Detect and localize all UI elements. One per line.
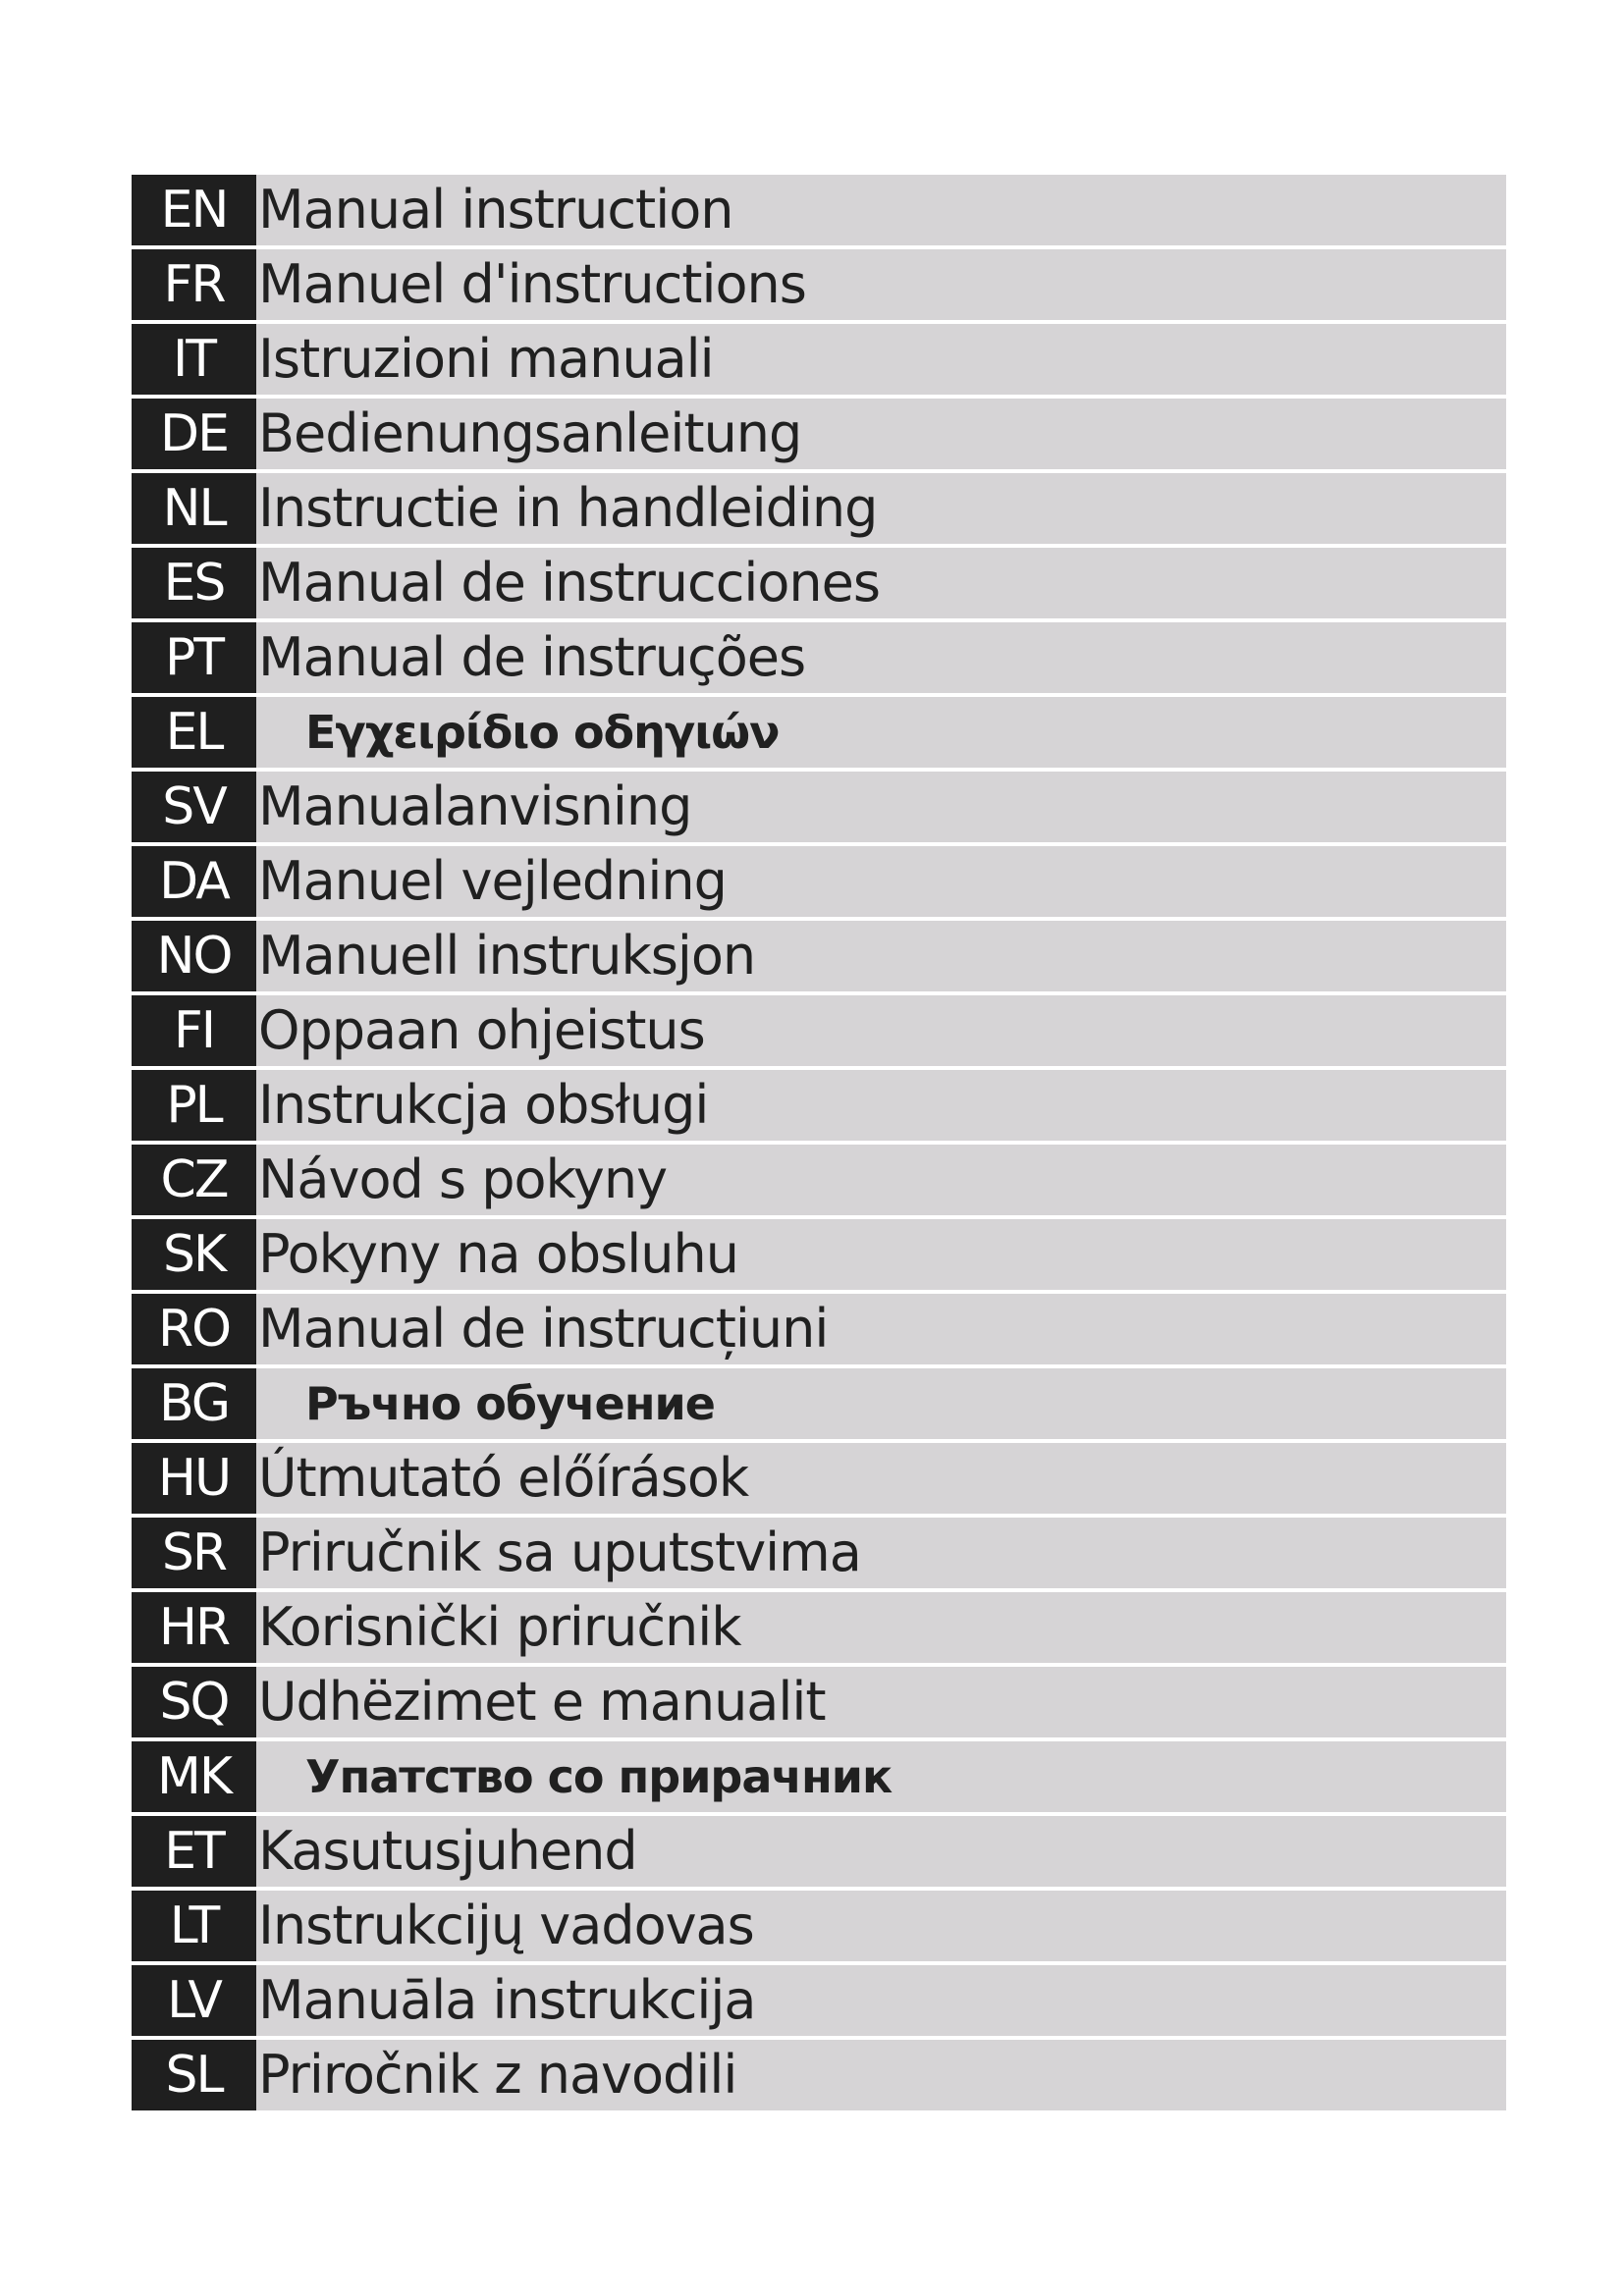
language-title: Priročnik z navodili [256, 2040, 1506, 2110]
language-row-no [132, 921, 1506, 991]
language-code: PT [132, 622, 256, 693]
language-title: Instrukcijų vadovas [256, 1891, 1506, 1961]
language-title: Ръчно обучение [256, 1368, 1506, 1439]
language-title: Oppaan ohjeistus [256, 995, 1506, 1066]
language-row-mk [132, 1741, 1506, 1812]
language-title: Manual de instruções [256, 622, 1506, 693]
language-code: EL [132, 697, 256, 768]
language-code: SQ [132, 1667, 256, 1737]
language-title: Pokyny na obsluhu [256, 1219, 1506, 1290]
language-code: BG [132, 1368, 256, 1439]
language-code: PL [132, 1070, 256, 1141]
language-row-de [132, 399, 1506, 469]
language-row-sk [132, 1219, 1506, 1290]
language-title: Priručnik sa uputstvima [256, 1518, 1506, 1588]
language-row-da [132, 846, 1506, 917]
language-row-fr [132, 249, 1506, 320]
language-row-sv [132, 772, 1506, 842]
language-title: Návod s pokyny [256, 1145, 1506, 1215]
language-row-ro [132, 1294, 1506, 1364]
language-title: Manual instruction [256, 175, 1506, 245]
language-title: Manuell instruksjon [256, 921, 1506, 991]
language-code: RO [132, 1294, 256, 1364]
language-row-en [132, 175, 1506, 245]
language-row-sl [132, 2040, 1506, 2110]
language-code: EN [132, 175, 256, 245]
language-title: Instructie in handleiding [256, 473, 1506, 544]
language-row-sr [132, 1518, 1506, 1588]
language-code: IT [132, 324, 256, 395]
language-title: Manuel vejledning [256, 846, 1506, 917]
language-title: Εγχειρίδιο οδηγιών [256, 697, 1506, 768]
language-code: LT [132, 1891, 256, 1961]
language-row-bg [132, 1368, 1506, 1439]
language-title: Manual de instrucțiuni [256, 1294, 1506, 1364]
language-row-el [132, 697, 1506, 768]
language-code: ES [132, 548, 256, 618]
language-code: DE [132, 399, 256, 469]
language-code: LV [132, 1965, 256, 2036]
language-title: Manual de instrucciones [256, 548, 1506, 618]
language-code: NO [132, 921, 256, 991]
language-code: SR [132, 1518, 256, 1588]
language-row-cz [132, 1145, 1506, 1215]
language-row-pt [132, 622, 1506, 693]
language-code: SL [132, 2040, 256, 2110]
language-code: FR [132, 249, 256, 320]
language-row-sq [132, 1667, 1506, 1737]
language-row-lv [132, 1965, 1506, 2036]
language-row-fi [132, 995, 1506, 1066]
language-code: ET [132, 1816, 256, 1887]
language-title: Korisnički priručnik [256, 1592, 1506, 1663]
language-title: Bedienungsanleitung [256, 399, 1506, 469]
language-code: SV [132, 772, 256, 842]
language-code: HU [132, 1443, 256, 1514]
language-code: HR [132, 1592, 256, 1663]
language-title: Kasutusjuhend [256, 1816, 1506, 1887]
language-row-it [132, 324, 1506, 395]
language-row-lt [132, 1891, 1506, 1961]
language-title: Istruzioni manuali [256, 324, 1506, 395]
language-code: SK [132, 1219, 256, 1290]
language-row-et [132, 1816, 1506, 1887]
language-row-hr [132, 1592, 1506, 1663]
language-row-es [132, 548, 1506, 618]
language-row-nl [132, 473, 1506, 544]
language-title: Manuel d'instructions [256, 249, 1506, 320]
language-title: Manuāla instrukcija [256, 1965, 1506, 2036]
language-code: DA [132, 846, 256, 917]
language-code: CZ [132, 1145, 256, 1215]
language-title: Útmutató előírások [256, 1443, 1506, 1514]
language-list [132, 175, 1506, 2114]
language-code: NL [132, 473, 256, 544]
language-title: Упатство со прирачник [256, 1741, 1506, 1812]
language-row-pl [132, 1070, 1506, 1141]
language-row-hu [132, 1443, 1506, 1514]
language-code: FI [132, 995, 256, 1066]
language-code: MK [132, 1741, 256, 1812]
language-title: Instrukcja obsługi [256, 1070, 1506, 1141]
language-title: Udhëzimet e manualit [256, 1667, 1506, 1737]
language-title: Manualanvisning [256, 772, 1506, 842]
